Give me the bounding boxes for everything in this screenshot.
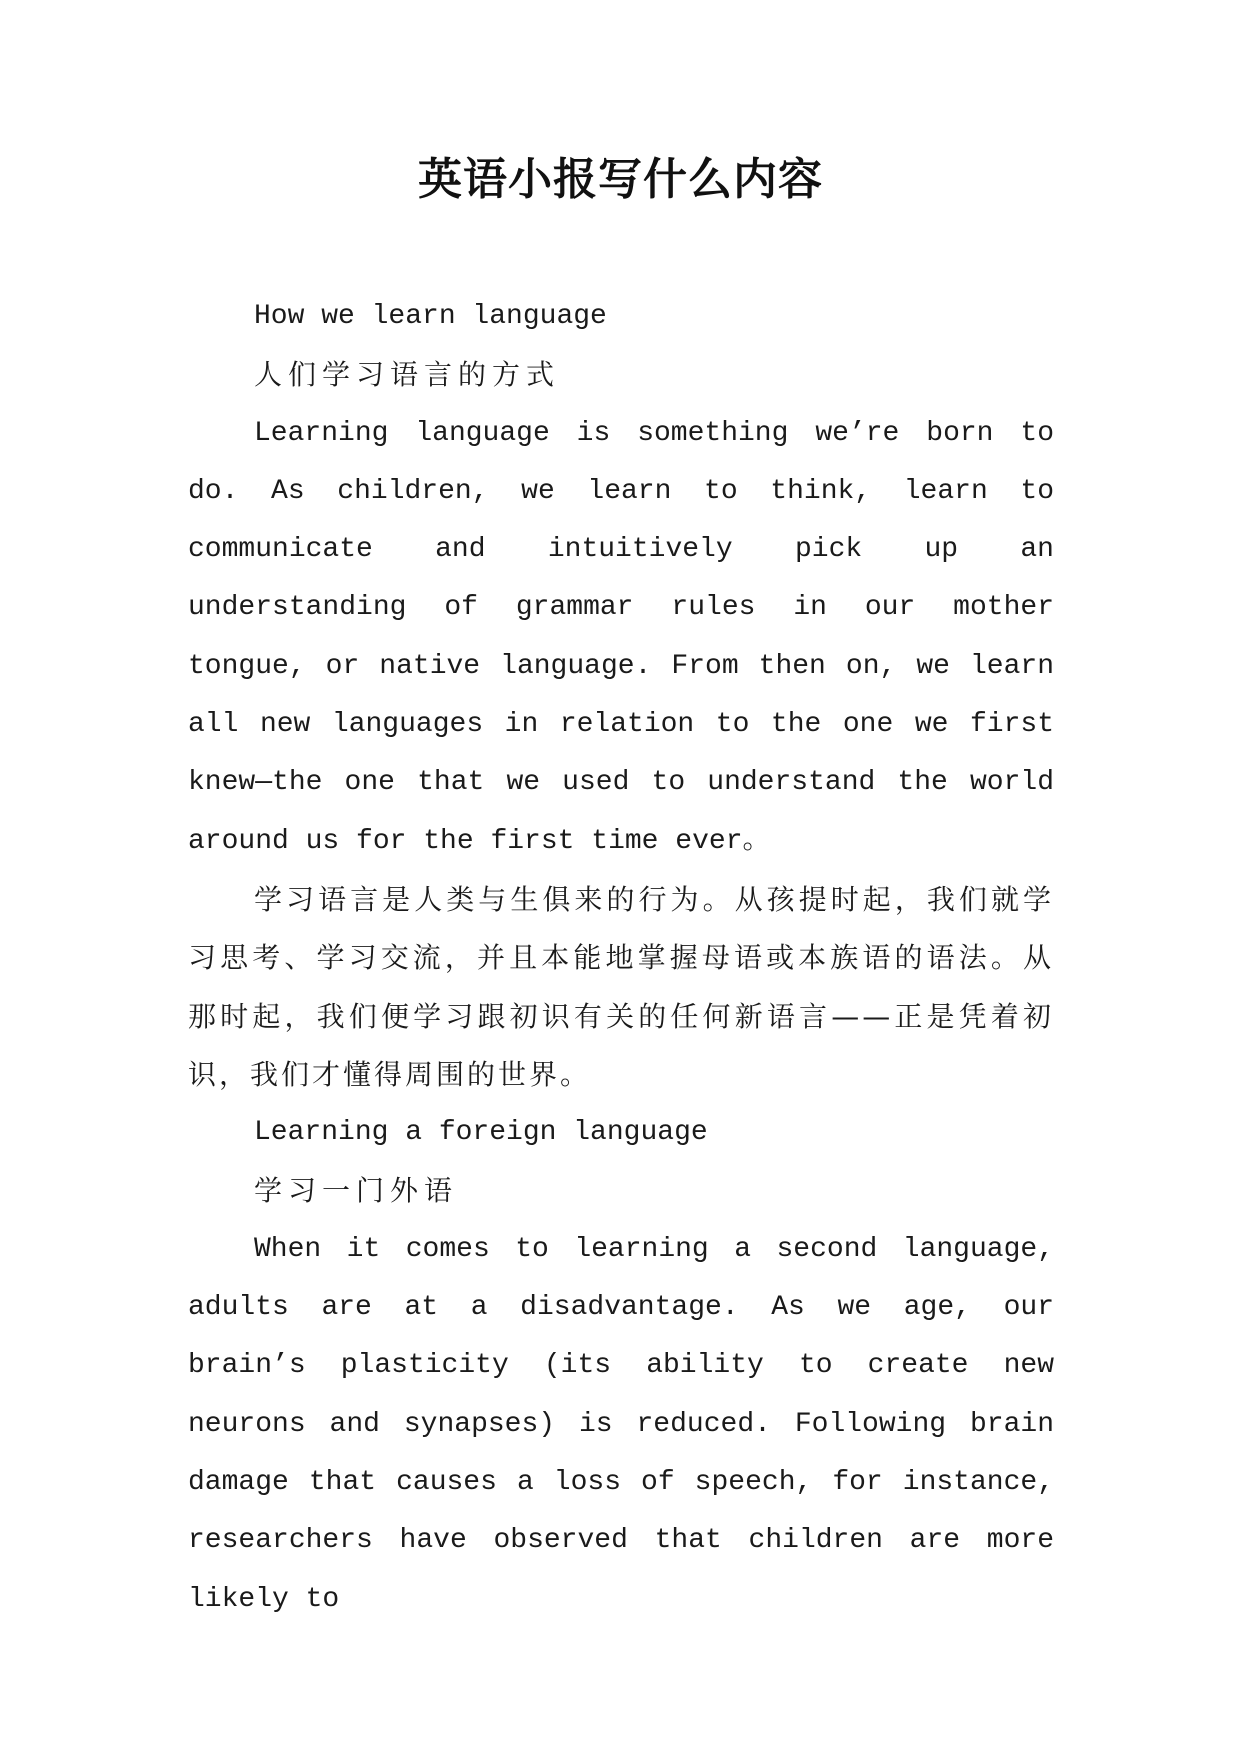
section-heading-cn: 人们学习语言的方式 bbox=[254, 358, 561, 392]
section-heading-en: Learning a foreign language bbox=[254, 1117, 708, 1149]
paragraph-cn: 学习语言是人类与生俱来的行为。从孩提时起，我们就学习思考、学习交流，并且本能地掌握母语或本族语的语法。从那时起，我们便学习跟初识有关的任何新语言——正是凭着初识，我们才懂得周围的世界。 bbox=[188, 882, 1054, 1091]
section-heading-en: How we learn language bbox=[254, 301, 607, 332]
document-body bbox=[188, 288, 1054, 1629]
section-heading-cn: 学习一门外语 bbox=[254, 1174, 459, 1208]
paragraph-en: Learning language is something we’re born to do. As children, we learn to think, learn to communicate and intuitively pick up an understanding of grammar rules in our mother tongue, or native language. From then on, we learn all new languages in relation to the one we first knew—the one that we used to understand the world around us for the first time ever。 bbox=[188, 417, 1054, 857]
document-title: 英语小报写什么内容 bbox=[418, 154, 823, 205]
paragraph-en: When it comes to learning a second language, adults are at a disadvantage. As we age, our brain’s plasticity (its ability to create new neurons and synapses) is reduced. Following brain damage that causes a loss of speech, for instance, researchers have observed that children are more likely to bbox=[188, 1233, 1054, 1615]
